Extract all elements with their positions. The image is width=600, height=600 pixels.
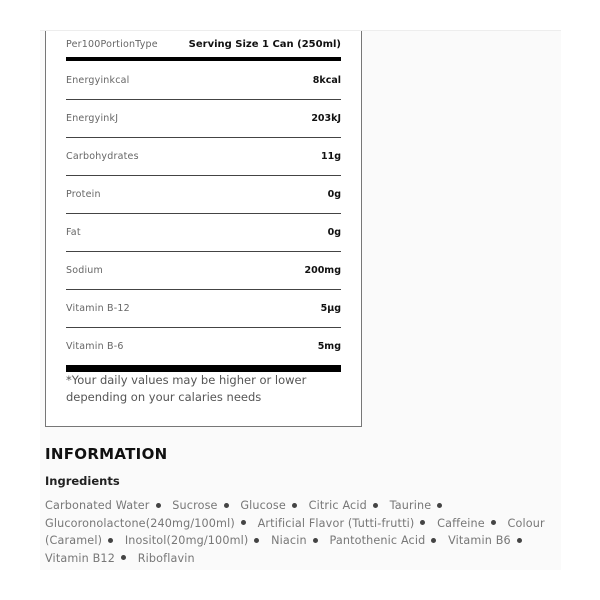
- ingredient: Citric Acid: [308, 499, 367, 512]
- nutrient-value: 203kJ: [311, 112, 341, 124]
- nutrient-value: 8kcal: [312, 74, 341, 86]
- ingredients-heading: Ingredients: [45, 474, 120, 488]
- bullet-icon: [313, 538, 318, 543]
- nutrient-label: Carbohydrates: [66, 150, 139, 162]
- nutrient-label: Vitamin B-12: [66, 302, 130, 314]
- ingredient: Colour (Caramel): [45, 516, 545, 547]
- ingredient: Riboflavin: [137, 551, 195, 565]
- nutrient-value: 0g: [327, 226, 341, 238]
- nutrient-value: 11g: [320, 150, 341, 162]
- ingredient: Vitamin B6: [448, 534, 511, 547]
- product-details-panel: [40, 30, 561, 570]
- bullet-icon: [224, 503, 229, 508]
- nutrition-row: [66, 289, 341, 328]
- ingredient: Caffeine: [437, 516, 485, 530]
- nutrient-label: EnergyinkJ: [66, 112, 119, 124]
- ingredient: Taurine: [389, 499, 432, 512]
- nutrition-row: [66, 327, 341, 372]
- ingredients-list: [45, 497, 565, 567]
- nutrition-row: [66, 213, 341, 252]
- ingredient: Vitamin B12: [45, 551, 115, 565]
- nutrition-row: [66, 61, 341, 100]
- ingredient: Sucrose: [172, 499, 218, 512]
- bullet-icon: [108, 538, 113, 543]
- information-heading: INFORMATION: [45, 445, 168, 463]
- nutrient-value: 5µg: [320, 302, 341, 314]
- bullet-icon: [254, 538, 259, 543]
- nutrient-label: Sodium: [66, 264, 103, 276]
- nutrient-value: 5mg: [317, 340, 341, 352]
- nutrient-value: 200mg: [304, 264, 341, 276]
- bullet-icon: [156, 503, 161, 508]
- ingredient: Glucoronolactone(240mg/100ml): [45, 516, 235, 530]
- nutrient-label: Vitamin B-6: [66, 340, 124, 352]
- ingredient: Pantothenic Acid: [329, 534, 426, 547]
- bullet-icon: [373, 503, 378, 508]
- ingredient: Carbonated Water: [45, 499, 150, 512]
- bullet-icon: [431, 538, 436, 543]
- nutrient-label: Energyinkcal: [66, 74, 130, 86]
- nutrition-row: [66, 137, 341, 176]
- ingredient: Niacin: [271, 534, 307, 547]
- bullet-icon: [292, 503, 297, 508]
- nutrition-row: [66, 99, 341, 138]
- daily-values-footnote: *Your daily values may be higher or lower depending on your calaries needs: [66, 373, 307, 404]
- nutrition-row: [66, 175, 341, 214]
- nutrient-value: 0g: [327, 188, 341, 200]
- nutrition-header-label: Per100PortionType: [66, 38, 158, 50]
- bullet-icon: [491, 520, 496, 525]
- nutrition-facts-table: [45, 31, 362, 427]
- nutrition-header-row: [66, 31, 341, 61]
- bullet-icon: [121, 555, 126, 560]
- serving-size: Serving Size 1 Can (250ml): [188, 38, 341, 50]
- bullet-icon: [241, 520, 246, 525]
- ingredient: Inositol(20mg/100ml): [124, 534, 249, 547]
- ingredient: Glucose: [240, 499, 286, 512]
- bullet-icon: [437, 503, 442, 508]
- ingredient: Artificial Flavor (Tutti-frutti): [257, 516, 415, 530]
- nutrient-label: Protein: [66, 188, 101, 200]
- bullet-icon: [420, 520, 425, 525]
- nutrition-row: [66, 251, 341, 290]
- bullet-icon: [517, 538, 522, 543]
- nutrient-label: Fat: [66, 226, 81, 238]
